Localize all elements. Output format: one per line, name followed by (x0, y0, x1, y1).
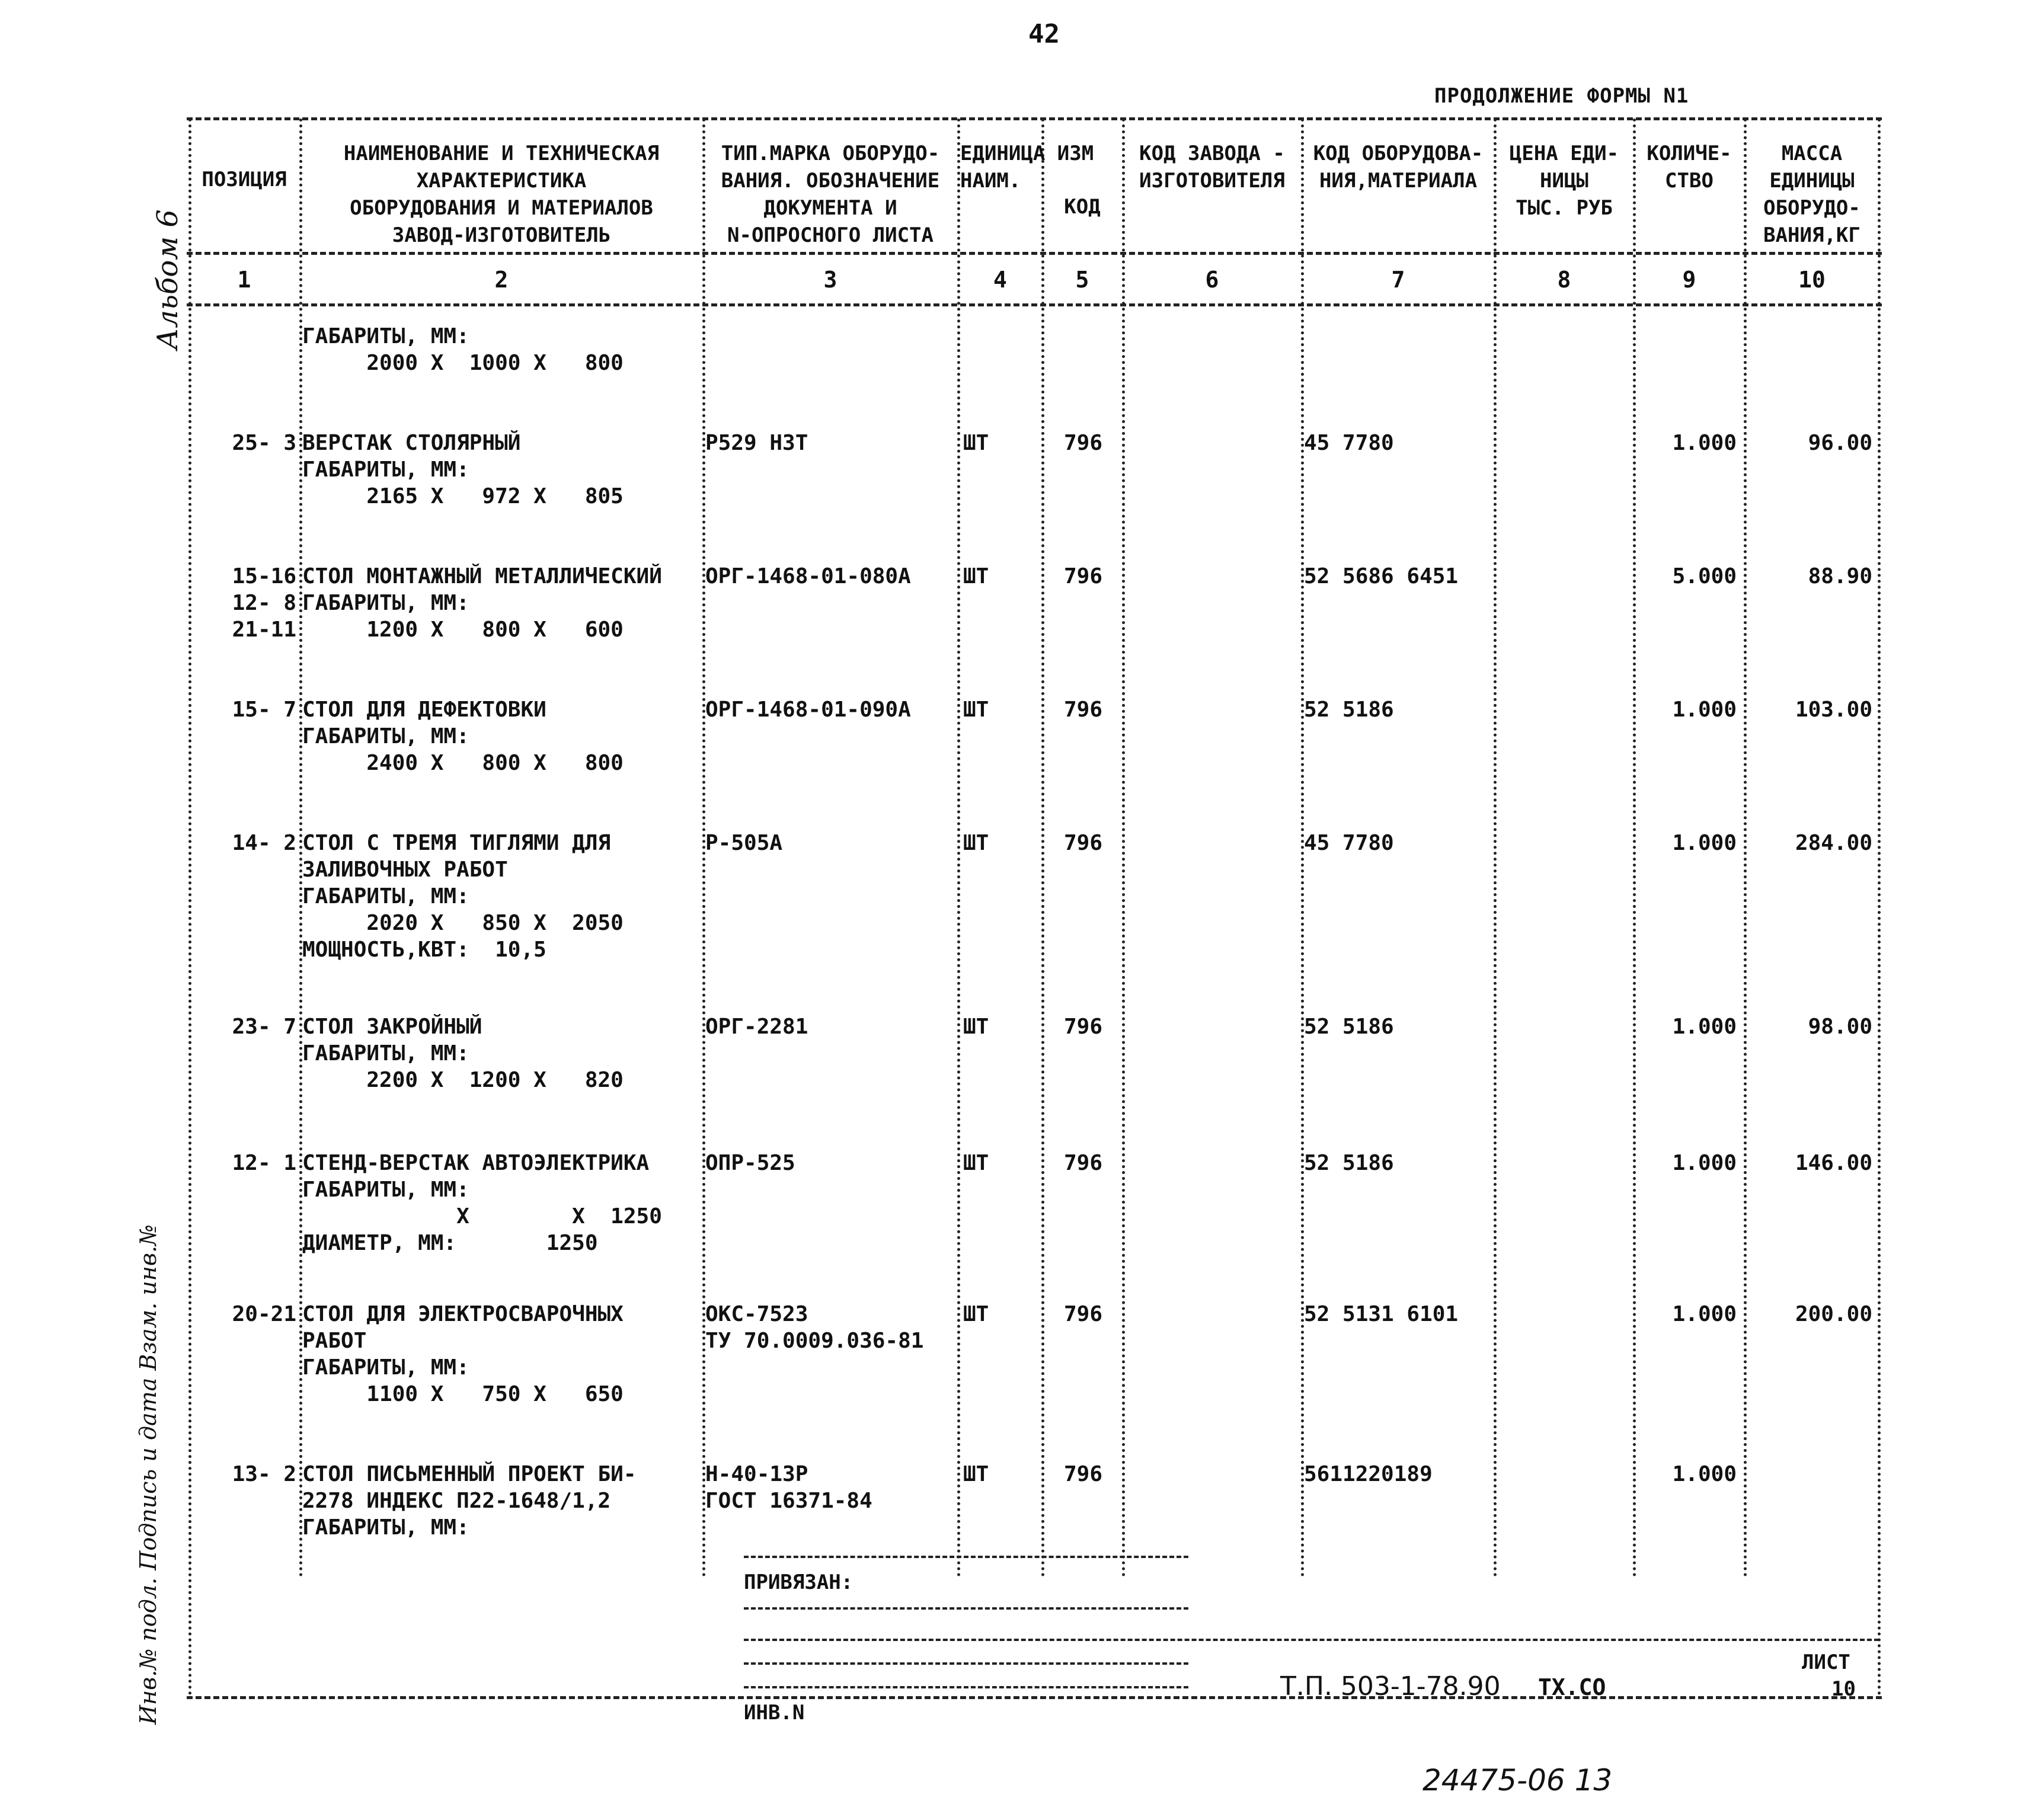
col-sep-3 (957, 119, 960, 1578)
item-position: 15- 7 (232, 698, 296, 722)
stamp-rule (744, 1556, 1188, 1558)
item-unit-code: 796 (1064, 564, 1103, 588)
sheet-label: ЛИСТ (1802, 1651, 1850, 1674)
stamp-rule (744, 1639, 1879, 1641)
col-sep-7 (1494, 119, 1497, 1578)
column-number-4: 4 (993, 267, 1007, 293)
item-position: 25- 3 (232, 431, 296, 455)
header-code: КОД (1064, 195, 1101, 219)
item-unit: ШТ (963, 831, 989, 855)
item-quantity: 1.000 (1672, 1302, 1737, 1326)
stamp-rule (744, 1662, 1188, 1665)
item-name: СТОЛ ЗАКРОЙНЫЙ ГАБАРИТЫ, ММ: 2200 Х 1200 Х 820 (302, 1015, 624, 1092)
header-equipment-code: КОД ОБОРУДОВА- НИЯ,МАТЕРИАЛА (1313, 142, 1484, 193)
item-name: СТОЛ ПИСЬМЕННЫЙ ПРОЕКТ БИ- 2278 ИНДЕКС П22-1648/1,2 ГАБАРИТЫ, ММ: (302, 1462, 637, 1540)
item-position: 13- 2 (232, 1462, 296, 1486)
item-quantity: 1.000 (1672, 1462, 1737, 1486)
stamp-rule (744, 1686, 1188, 1688)
col-sep-4 (1041, 119, 1044, 1578)
header-bottom-rule (187, 252, 1882, 255)
item-equipment-code: 52 5186 (1304, 1151, 1394, 1175)
header-quantity: КОЛИЧЕ- СТВО (1647, 142, 1732, 193)
item-unit-code: 796 (1064, 1302, 1103, 1326)
table-top-rule (187, 117, 1882, 120)
item-type: Р-505А (705, 831, 783, 855)
column-number-1: 1 (237, 267, 251, 293)
item-quantity: 1.000 (1672, 431, 1737, 455)
item-unit-code: 796 (1064, 1151, 1103, 1175)
album-label: Альбом 6 (151, 209, 184, 350)
page-number: 42 (1028, 19, 1060, 49)
item-unit-code: 796 (1064, 698, 1103, 722)
item-name: СТОЛ МОНТАЖНЫЙ МЕТАЛЛИЧЕСКИЙ ГАБАРИТЫ, ММ: 1200 Х 800 Х 600 (302, 564, 662, 642)
item-mass: 98.00 (1808, 1015, 1872, 1039)
column-number-9: 9 (1682, 267, 1696, 293)
stamp-linked-label: ПРИВЯЗАН: (744, 1570, 853, 1594)
item-unit-code: 796 (1064, 831, 1103, 855)
sheet-number: 10 (1831, 1677, 1856, 1701)
header-position: ПОЗИЦИЯ (202, 168, 287, 191)
item-equipment-code: 52 5186 (1304, 1015, 1394, 1039)
item-type: Н-40-13Р ГОСТ 16371-84 (705, 1462, 872, 1513)
document-section: ТХ.СО (1538, 1674, 1606, 1700)
column-number-3: 3 (823, 267, 837, 293)
archive-number: 24475-06 13 (1422, 1763, 1613, 1797)
header-price: ЦЕНА ЕДИ- НИЦЫ ТЫС. РУБ (1509, 142, 1619, 220)
item-unit: ШТ (963, 1015, 989, 1039)
item-type: ОРГ-1468-01-080А (705, 564, 911, 588)
item-mass: 200.00 (1795, 1302, 1872, 1326)
header-name: НАИМЕНОВАНИЕ И ТЕХНИЧЕСКАЯ ХАРАКТЕРИСТИКА ОБОРУДОВАНИЯ И МАТЕРИАЛОВ ЗАВОД-ИЗГОТОВИТЕЛЬ (343, 142, 660, 247)
column-number-6: 6 (1205, 267, 1219, 293)
item-mass: 146.00 (1795, 1151, 1872, 1175)
item-equipment-code: 45 7780 (1304, 831, 1394, 855)
item-quantity: 1.000 (1672, 831, 1737, 855)
item-name: ВЕРСТАК СТОЛЯРНЫЙ ГАБАРИТЫ, ММ: 2165 Х 972 Х 805 (302, 431, 624, 508)
item-unit: ШТ (963, 1462, 989, 1486)
header-type: ТИП.МАРКА ОБОРУДО- ВАНИЯ. ОБОЗНАЧЕНИЕ ДОКУМЕНТА И N-ОПРОСНОГО ЛИСТА (721, 142, 940, 247)
stamp-inventory-label: ИНВ.N (744, 1701, 805, 1725)
item-type: ОРГ-1468-01-090А (705, 698, 911, 722)
stamp-fields-label: Инв.№ подл. Подпись и дата Взам. инв.№ (135, 1224, 161, 1725)
item-mass: 96.00 (1808, 431, 1872, 455)
column-number-rule (187, 303, 1882, 306)
item-name: СТЕНД-ВЕРСТАК АВТОЭЛЕКТРИКА ГАБАРИТЫ, ММ: Х Х 1250 ДИАМЕТР, ММ: 1250 (302, 1151, 662, 1255)
col-sep-0 (188, 119, 191, 1696)
item-unit: ШТ (963, 1302, 989, 1326)
item-name: ГАБАРИТЫ, ММ: 2000 Х 1000 Х 800 (302, 324, 624, 375)
item-mass: 103.00 (1795, 698, 1872, 722)
stamp-rule (744, 1607, 1188, 1610)
item-quantity: 5.000 (1672, 564, 1737, 588)
column-number-7: 7 (1391, 267, 1405, 293)
col-sep-10 (1878, 119, 1881, 1696)
item-position: 20-21 (232, 1302, 296, 1326)
item-position: 15-16 12- 8 21-11 (232, 564, 296, 642)
item-equipment-code: 45 7780 (1304, 431, 1394, 455)
column-number-2: 2 (494, 267, 509, 293)
item-equipment-code: 52 5186 (1304, 698, 1394, 722)
item-type: ОКС-7523 ТУ 70.0009.036-81 (705, 1302, 924, 1353)
item-unit-code: 796 (1064, 431, 1103, 455)
item-unit: ШТ (963, 1151, 989, 1175)
header-mass: МАССА ЕДИНИЦЫ ОБОРУДО- ВАНИЯ,КГ (1763, 142, 1860, 247)
item-quantity: 1.000 (1672, 1151, 1737, 1175)
item-name: СТОЛ ДЛЯ ЭЛЕКТРОСВАРОЧНЫХ РАБОТ ГАБАРИТЫ, ММ: 1100 Х 750 Х 650 (302, 1302, 624, 1406)
item-name: СТОЛ С ТРЕМЯ ТИГЛЯМИ ДЛЯ ЗАЛИВОЧНЫХ РАБОТ ГАБАРИТЫ, ММ: 2020 Х 850 Х 2050 МОЩНОСТЬ,КВТ: 10,5 (302, 831, 624, 962)
column-number-5: 5 (1075, 267, 1089, 293)
item-mass: 88.90 (1808, 564, 1872, 588)
item-quantity: 1.000 (1672, 698, 1737, 722)
item-unit: ШТ (963, 698, 989, 722)
item-quantity: 1.000 (1672, 1015, 1737, 1039)
item-unit: ШТ (963, 564, 989, 588)
item-equipment-code: 52 5686 6451 (1304, 564, 1459, 588)
header-factory-code: КОД ЗАВОДА - ИЗГОТОВИТЕЛЯ (1139, 142, 1285, 193)
column-number-10: 10 (1798, 267, 1826, 293)
item-unit-code: 796 (1064, 1015, 1103, 1039)
item-name: СТОЛ ДЛЯ ДЕФЕКТОВКИ ГАБАРИТЫ, ММ: 2400 Х 800 Х 800 (302, 698, 624, 775)
col-sep-5 (1122, 119, 1125, 1578)
item-unit-code: 796 (1064, 1462, 1103, 1486)
item-unit: ШТ (963, 431, 989, 455)
item-equipment-code: 52 5131 6101 (1304, 1302, 1459, 1326)
column-number-8: 8 (1557, 267, 1571, 293)
item-type: Р529 НЗТ (705, 431, 808, 455)
item-position: 12- 1 (232, 1151, 296, 1175)
item-equipment-code: 5611220189 (1304, 1462, 1433, 1486)
table-bottom-rule (187, 1696, 1882, 1699)
form-continuation-title: ПРОДОЛЖЕНИЕ ФОРМЫ N1 (1434, 84, 1689, 108)
item-position: 14- 2 (232, 831, 296, 855)
header-unit: ЕДИНИЦА ИЗМ НАИМ. (960, 142, 1094, 193)
document-designation: Т.П. 503-1-78.90 (1280, 1671, 1501, 1701)
item-mass: 284.00 (1795, 831, 1872, 855)
item-type: ОРГ-2281 (705, 1015, 808, 1039)
item-position: 23- 7 (232, 1015, 296, 1039)
item-type: ОПР-525 (705, 1151, 795, 1175)
